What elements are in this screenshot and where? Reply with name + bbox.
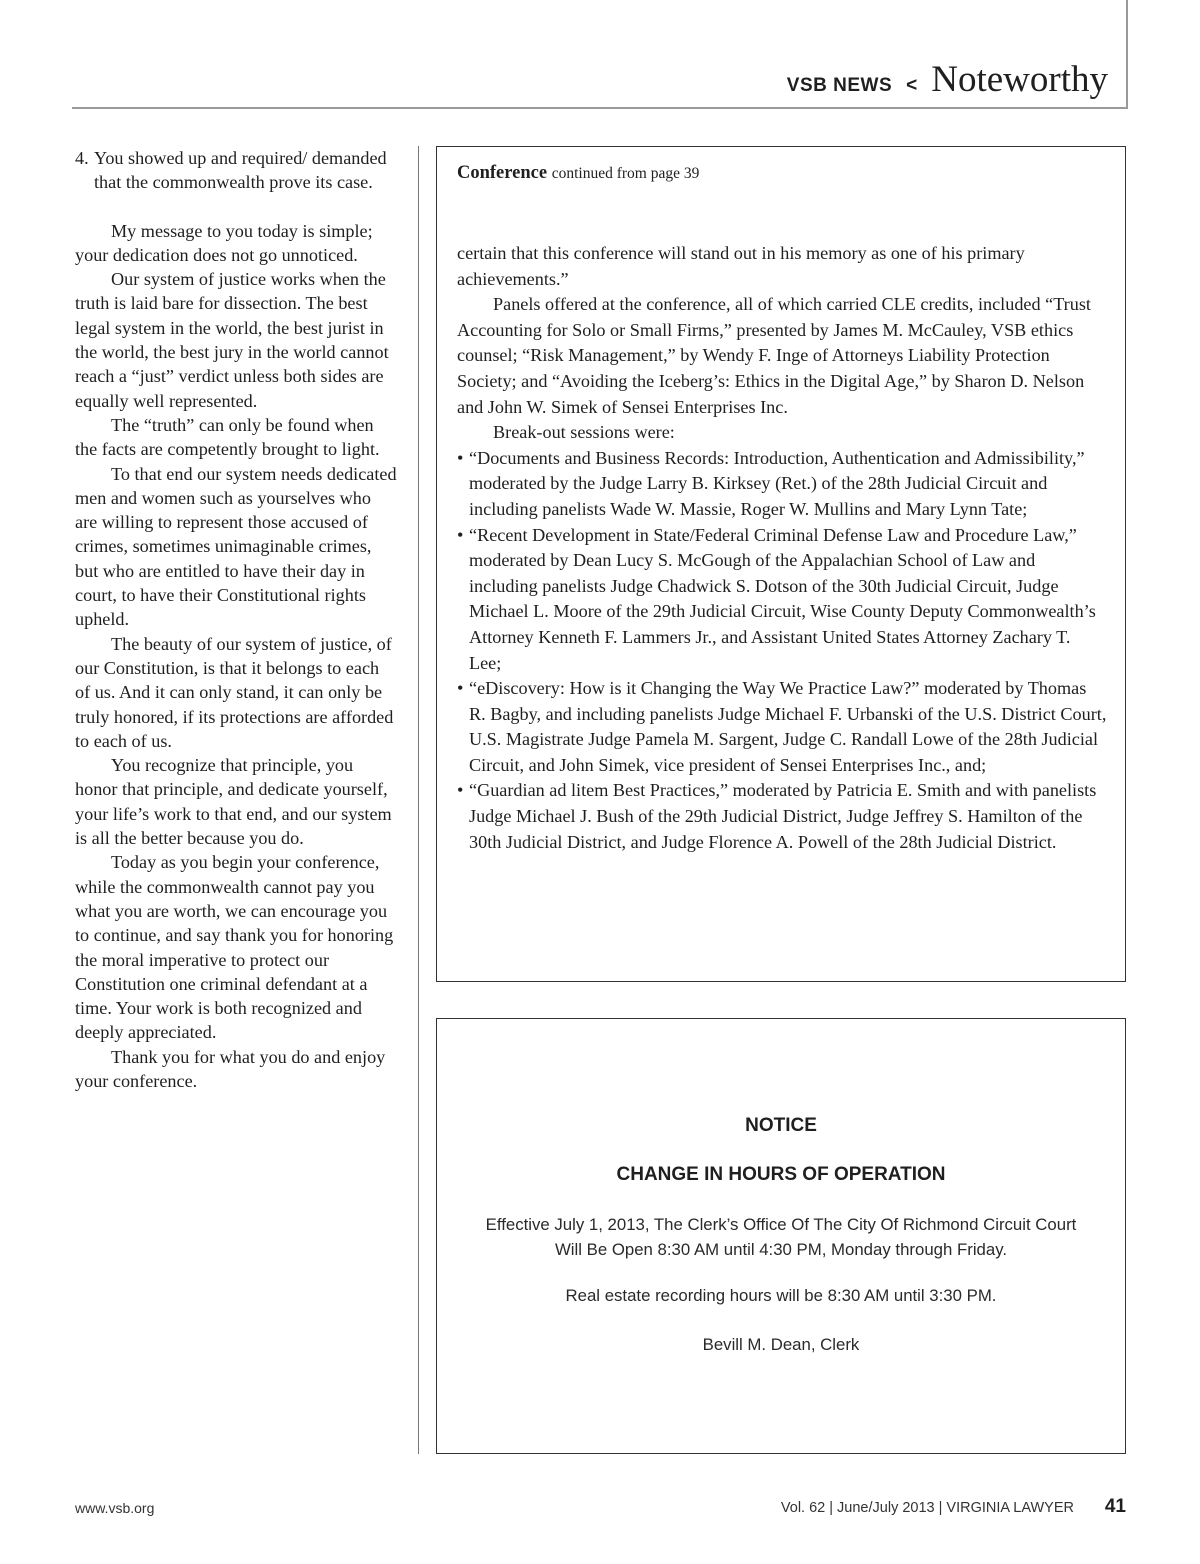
paragraph: Thank you for what you do and enjoy your conference. xyxy=(75,1046,386,1091)
notice-line: Effective July 1, 2013, The Clerk’s Office Of The City Of Richmond Circuit Court xyxy=(485,1215,1077,1234)
header-separator: < xyxy=(906,75,918,96)
conference-heading xyxy=(457,163,699,184)
list-item xyxy=(457,778,1107,855)
list-text: “Recent Development in State/Federal Criminal Defense Law and Procedure Law,” moderated by Dean Lucy S. McGough of the Appalachian School of Law and including panelists Judge Chadwick S. Dotson of the 30th Judicial Circuit, Judge Michael L. Moore of the 29th Judicial Circuit, Wise County Deputy Commonwealth’s Attorney Kenneth F. Lammers Jr., and Assistant United States Attorney Zachary T. Lee; xyxy=(469,524,1096,673)
notice-line: Will Be Open 8:30 AM until 4:30 PM, Monday through Friday. xyxy=(554,1239,1008,1259)
notice-body xyxy=(457,1213,1105,1262)
paragraph: To that end our system needs dedicated men and women such as yourselves who are willing to represent those accused of crimes, sometimes unimaginable crimes, but who are entitled to have their day in court, to have their Constitutional rights upheld. xyxy=(75,463,397,630)
notice-recording-hours: Real estate recording hours will be 8:30 AM until 3:30 PM. xyxy=(565,1286,997,1305)
paragraph: My message to you today is simple; your dedication does not go unnoticed. xyxy=(75,220,373,265)
column-divider xyxy=(418,146,419,1454)
notice-signature: Bevill M. Dean, Clerk xyxy=(702,1335,860,1354)
list-item xyxy=(457,523,1107,677)
notice-title: NOTICE xyxy=(745,1115,817,1136)
list-text: “Guardian ad litem Best Practices,” moderated by Patricia E. Smith and with panelists Judge Michael J. Bush of the 29th Judicial District, Judge Jeffrey S. Hamilton of the 30th Judicial District, and Judge Florence A. Powell of the 28th Judicial District. xyxy=(469,780,1097,852)
paragraph: certain that this conference will stand out in his memory as one of his primary achievements.” xyxy=(457,243,1025,289)
list-text: You showed up and required/ demanded that the commonwealth prove its case. xyxy=(94,148,387,193)
bullet-icon: • xyxy=(457,524,464,545)
conference-body xyxy=(457,241,1107,855)
conference-box xyxy=(436,146,1126,982)
list-text: “Documents and Business Records: Introduction, Authentication and Admissibility,” moderated by the Judge Larry B. Kirksey (Ret.) of the 28th Judicial Circuit and including panelists Wade W. Massie, Roger W. Mullins and Mary Lynn Tate; xyxy=(469,447,1085,519)
list-item xyxy=(75,146,397,195)
notice-box xyxy=(436,1018,1126,1454)
list-text: “eDiscovery: How is it Changing the Way We Practice Law?” moderated by Thomas R. Bagby, and including panelists Judge Michael F. Urbanski of the U.S. District Court, U.S. Magistrate Judge Pamela M. Sargent, Judge C. Randall Lowe of the 28th Judicial Circuit, and John Simek, vice president of Sensei Enterprises Inc., and; xyxy=(469,678,1107,775)
header-rule xyxy=(72,107,1128,109)
running-header xyxy=(787,58,1108,101)
paragraph: You recognize that principle, you honor that principle, and dedicate yourself, your life’s work to that end, and our system is all the better because you do. xyxy=(75,755,392,849)
notice-subtitle: CHANGE IN HOURS OF OPERATION xyxy=(616,1164,946,1185)
footer-website: www.vsb.org xyxy=(75,1500,155,1516)
list-number: 4. xyxy=(75,148,89,168)
page-number: 41 xyxy=(1104,1496,1126,1517)
paragraph: The “truth” can only be found when the facts are competently brought to light. xyxy=(75,414,380,460)
conference-heading-continued: continued from page 39 xyxy=(551,165,700,182)
conference-heading-bold: Conference xyxy=(457,163,548,183)
section-label: VSB NEWS xyxy=(786,75,893,96)
header-title: Noteworthy xyxy=(931,59,1108,100)
header-vertical-rule xyxy=(1126,0,1128,108)
paragraph: Break-out sessions were: xyxy=(493,422,675,443)
left-column xyxy=(75,146,397,1093)
paragraph: The beauty of our system of justice, of our Constitution, is that it belongs to each of us. And it can only stand, it can only be truly honored, if its protections are afforded to each of us. xyxy=(75,633,394,751)
paragraph: Panels offered at the conference, all of which carried CLE credits, included “Trust Accounting for Solo or Small Firms,” presented by James M. McCauley, VSB ethics counsel; “Risk Management,” by Wendy F. Inge of Attorneys Liability Protection Society; and “Avoiding the Iceberg’s: Ethics in the Digital Age,” by Sharon D. Nelson and John W. Simek of Sensei Enterprises Inc. xyxy=(457,294,1091,417)
bullet-icon: • xyxy=(457,447,464,468)
bullet-icon: • xyxy=(457,678,464,699)
paragraph: Today as you begin your conference, while the commonwealth cannot pay you what you are worth, we can encourage you to continue, and say thank you for honoring the moral imperative to protect our Constitution one criminal defendant at a time. Your work is both recognized and deeply appreciated. xyxy=(75,852,394,1043)
paragraph: Our system of justice works when the truth is laid bare for dissection. The best legal system in the world, the best jurist in the world, the best jury in the world cannot reach a “just” verdict unless both sides are equally well represented. xyxy=(75,269,389,411)
list-item xyxy=(457,676,1107,778)
bullet-icon: • xyxy=(457,780,464,801)
footer-issue: Vol. 62 | June/July 2013 | VIRGINIA LAWYER xyxy=(780,1500,1074,1516)
list-item xyxy=(457,446,1107,523)
session-list xyxy=(457,446,1107,856)
